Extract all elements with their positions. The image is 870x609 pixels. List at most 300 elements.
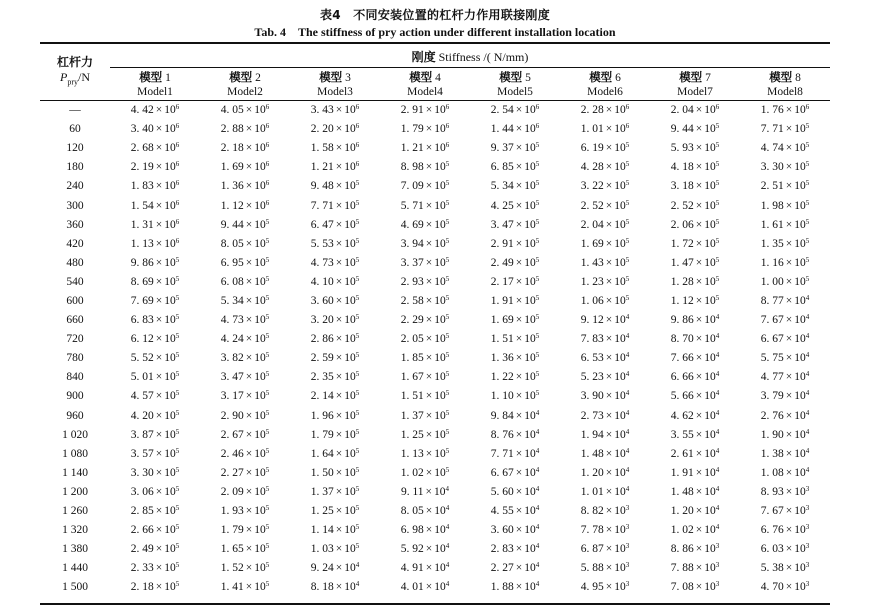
base: 10 <box>614 123 626 136</box>
times-sign: × <box>335 142 343 155</box>
times-sign: × <box>245 218 253 231</box>
table-row <box>40 407 830 426</box>
pry-subscript: pry <box>67 77 78 87</box>
pry-force-value: — <box>69 104 81 117</box>
exponent: 3 <box>625 523 630 532</box>
times-sign: × <box>605 543 613 556</box>
base: 10 <box>794 428 806 441</box>
pry-force-value: 960 <box>66 409 84 422</box>
times-sign: × <box>515 371 523 384</box>
stiffness-cell <box>740 311 830 330</box>
exponent: 6 <box>625 122 630 131</box>
mantissa: 1. 03 <box>310 543 334 556</box>
times-sign: × <box>785 390 793 403</box>
base: 10 <box>794 505 806 518</box>
mantissa: 7. 71 <box>760 123 784 136</box>
base: 10 <box>164 237 176 250</box>
stiffness-cell <box>290 196 380 215</box>
base: 10 <box>614 275 626 288</box>
times-sign: × <box>785 428 793 441</box>
mantissa: 9. 48 <box>310 180 334 193</box>
base: 10 <box>794 142 806 155</box>
base: 10 <box>794 314 806 327</box>
table-row <box>40 349 830 368</box>
stiffness-cell <box>110 502 200 521</box>
base: 10 <box>254 237 266 250</box>
stiffness-cell <box>650 330 740 349</box>
times-sign: × <box>155 562 163 575</box>
stiffness-cell <box>110 368 200 387</box>
mantissa: 1. 37 <box>400 409 424 422</box>
stiffness-cell <box>740 559 830 578</box>
mantissa: 5. 93 <box>670 142 694 155</box>
exponent: 5 <box>715 217 720 226</box>
stiffness-cell <box>110 216 200 235</box>
stiffness-cell <box>470 407 560 426</box>
times-sign: × <box>605 409 613 422</box>
stiffness-cell <box>650 559 740 578</box>
times-sign: × <box>425 294 433 307</box>
stiffness-cell <box>470 483 560 502</box>
exponent: 4 <box>625 427 630 436</box>
base: 10 <box>794 237 806 250</box>
mantissa: 4. 28 <box>580 161 604 174</box>
exponent: 6 <box>445 122 450 131</box>
exponent: 5 <box>355 351 360 360</box>
base: 10 <box>164 409 176 422</box>
exponent: 6 <box>355 122 360 131</box>
table-row <box>40 578 830 597</box>
stiffness-cell <box>470 502 560 521</box>
base: 10 <box>614 314 626 327</box>
model-number: 3 <box>345 71 351 84</box>
stiffness-cell <box>380 235 470 254</box>
stiffness-cell <box>200 177 290 196</box>
stiffness-cell <box>740 158 830 177</box>
base: 10 <box>614 333 626 346</box>
mantissa: 7. 78 <box>580 524 604 537</box>
pry-force-value: 600 <box>66 294 84 307</box>
stiffness-cell <box>110 196 200 215</box>
stiffness-cell <box>470 578 560 597</box>
stiffness-cell <box>110 407 200 426</box>
stiffness-cell <box>200 559 290 578</box>
stiffness-cell <box>290 139 380 158</box>
mantissa: 2. 27 <box>490 562 514 575</box>
base: 10 <box>254 428 266 441</box>
times-sign: × <box>605 180 613 193</box>
mantissa: 4. 70 <box>760 581 784 594</box>
table-row <box>40 177 830 196</box>
times-sign: × <box>785 562 793 575</box>
base: 10 <box>704 256 716 269</box>
pry-force-value: 300 <box>66 199 84 212</box>
stiffness-cell <box>290 101 380 121</box>
pry-force-value: 1 500 <box>62 581 88 594</box>
base: 10 <box>344 371 356 384</box>
mantissa: 2. 91 <box>490 237 514 250</box>
base: 10 <box>794 333 806 346</box>
base: 10 <box>524 562 536 575</box>
base: 10 <box>614 505 626 518</box>
mantissa: 7. 09 <box>400 180 424 193</box>
table-row <box>40 235 830 254</box>
mantissa: 1. 72 <box>670 237 694 250</box>
mantissa: 1. 91 <box>670 466 694 479</box>
stiffness-cell <box>290 273 380 292</box>
times-sign: × <box>245 180 253 193</box>
times-sign: × <box>335 104 343 117</box>
times-sign: × <box>605 314 613 327</box>
mantissa: 5. 52 <box>130 352 154 365</box>
times-sign: × <box>695 294 703 307</box>
base: 10 <box>344 466 356 479</box>
times-sign: × <box>335 123 343 136</box>
mantissa: 8. 18 <box>310 581 334 594</box>
times-sign: × <box>695 199 703 212</box>
times-sign: × <box>605 466 613 479</box>
times-sign: × <box>155 447 163 460</box>
stiffness-cell <box>290 445 380 464</box>
mantissa: 3. 40 <box>130 123 154 136</box>
base: 10 <box>794 352 806 365</box>
base: 10 <box>434 447 446 460</box>
mantissa: 2. 49 <box>130 543 154 556</box>
exponent: 5 <box>445 236 450 245</box>
stiffness-cell <box>290 292 380 311</box>
mantissa: 1. 79 <box>220 524 244 537</box>
stiffness-cell <box>380 216 470 235</box>
stiffness-cell <box>200 311 290 330</box>
exponent: 5 <box>175 504 180 513</box>
exponent: 4 <box>625 446 630 455</box>
times-sign: × <box>785 123 793 136</box>
stiffness-cell <box>560 330 650 349</box>
exponent: 5 <box>265 446 270 455</box>
base: 10 <box>434 104 446 117</box>
mantissa: 1. 20 <box>580 466 604 479</box>
table-row <box>40 120 830 139</box>
stiffness-cell <box>200 540 290 559</box>
mantissa: 1. 83 <box>130 180 154 193</box>
stiffness-cell <box>740 139 830 158</box>
model-number: 6 <box>615 71 621 84</box>
stiffness-cell <box>740 349 830 368</box>
stiffness-cell <box>200 445 290 464</box>
stiffness-cell <box>200 349 290 368</box>
exponent: 5 <box>265 274 270 283</box>
model-header-7 <box>650 68 740 101</box>
base: 10 <box>344 161 356 174</box>
exponent: 4 <box>535 465 540 474</box>
times-sign: × <box>425 352 433 365</box>
stiffness-cell <box>290 120 380 139</box>
exponent: 3 <box>625 580 630 589</box>
times-sign: × <box>605 485 613 498</box>
base: 10 <box>254 505 266 518</box>
exponent: 5 <box>715 274 720 283</box>
base: 10 <box>794 275 806 288</box>
times-sign: × <box>605 333 613 346</box>
base: 10 <box>164 314 176 327</box>
stiffness-cell <box>110 139 200 158</box>
model-label-cn: 模型 <box>679 69 703 84</box>
times-sign: × <box>335 294 343 307</box>
times-sign: × <box>785 104 793 117</box>
exponent: 5 <box>535 255 540 264</box>
stiffness-cell <box>650 368 740 387</box>
base: 10 <box>164 294 176 307</box>
stiffness-cell <box>380 101 470 121</box>
pry-force-value: 540 <box>66 275 84 288</box>
times-sign: × <box>335 161 343 174</box>
mantissa: 2. 29 <box>400 314 424 327</box>
stiffness-cell <box>740 101 830 121</box>
mantissa: 2. 33 <box>130 562 154 575</box>
stiffness-cell <box>290 158 380 177</box>
stiffness-cell <box>380 387 470 406</box>
times-sign: × <box>785 180 793 193</box>
times-sign: × <box>605 275 613 288</box>
base: 10 <box>524 123 536 136</box>
exponent: 5 <box>355 389 360 398</box>
stiffness-cell <box>470 540 560 559</box>
base: 10 <box>164 218 176 231</box>
times-sign: × <box>155 199 163 212</box>
times-sign: × <box>785 543 793 556</box>
times-sign: × <box>515 485 523 498</box>
pry-force-value: 1 440 <box>62 562 88 575</box>
times-sign: × <box>785 275 793 288</box>
mantissa: 1. 94 <box>580 428 604 441</box>
times-sign: × <box>695 562 703 575</box>
times-sign: × <box>425 409 433 422</box>
table-row <box>40 426 830 445</box>
times-sign: × <box>335 371 343 384</box>
stiffness-cell <box>380 540 470 559</box>
mantissa: 6. 08 <box>220 275 244 288</box>
mantissa: 5. 23 <box>580 371 604 384</box>
stiffness-cell <box>560 483 650 502</box>
base: 10 <box>794 371 806 384</box>
model-label-en: Model3 <box>317 85 353 98</box>
base: 10 <box>344 142 356 155</box>
stiffness-cell <box>380 426 470 445</box>
stiffness-cell <box>290 521 380 540</box>
times-sign: × <box>155 104 163 117</box>
exponent: 4 <box>355 580 360 589</box>
stiffness-cell <box>200 483 290 502</box>
mantissa: 2. 09 <box>220 485 244 498</box>
base: 10 <box>794 199 806 212</box>
table-row <box>40 273 830 292</box>
mantissa: 1. 48 <box>580 447 604 460</box>
base: 10 <box>704 237 716 250</box>
times-sign: × <box>425 390 433 403</box>
base: 10 <box>344 237 356 250</box>
base: 10 <box>434 123 446 136</box>
times-sign: × <box>605 256 613 269</box>
base: 10 <box>344 562 356 575</box>
exponent: 5 <box>445 370 450 379</box>
base: 10 <box>434 466 446 479</box>
table-caption-cn: 表4 不同安装位置的杠杆力作用联接刚度 <box>319 8 551 22</box>
mantissa: 3. 06 <box>130 485 154 498</box>
base: 10 <box>614 466 626 479</box>
stiffness-cell <box>380 368 470 387</box>
base: 10 <box>434 428 446 441</box>
stiffness-cell <box>200 407 290 426</box>
exponent: 4 <box>535 523 540 532</box>
times-sign: × <box>605 104 613 117</box>
exponent: 5 <box>265 542 270 551</box>
stiffness-cell <box>200 578 290 597</box>
base: 10 <box>434 180 446 193</box>
base: 10 <box>164 543 176 556</box>
stiffness-cell <box>110 483 200 502</box>
base: 10 <box>704 390 716 403</box>
base: 10 <box>794 543 806 556</box>
stiffness-cell <box>470 139 560 158</box>
base: 10 <box>434 505 446 518</box>
mantissa: 6. 83 <box>130 314 154 327</box>
times-sign: × <box>785 161 793 174</box>
stiffness-cell <box>650 196 740 215</box>
exponent: 5 <box>265 504 270 513</box>
mantissa: 3. 90 <box>580 390 604 403</box>
times-sign: × <box>785 447 793 460</box>
stiffness-cell <box>560 311 650 330</box>
base: 10 <box>704 371 716 384</box>
mantissa: 6. 53 <box>580 352 604 365</box>
pry-force-value: 420 <box>66 237 84 250</box>
mantissa: 2. 28 <box>580 104 604 117</box>
mantissa: 1. 02 <box>400 466 424 479</box>
stiffness-cell <box>560 559 650 578</box>
exponent: 4 <box>805 427 810 436</box>
pry-force-value: 1 080 <box>62 447 88 460</box>
stiffness-cell <box>650 120 740 139</box>
times-sign: × <box>335 333 343 346</box>
stiffness-cell <box>560 540 650 559</box>
mantissa: 1. 43 <box>580 256 604 269</box>
exponent: 4 <box>715 465 720 474</box>
exponent: 5 <box>715 160 720 169</box>
stiffness-cell <box>380 177 470 196</box>
exponent: 4 <box>445 561 450 570</box>
base: 10 <box>434 294 446 307</box>
exponent: 5 <box>445 217 450 226</box>
times-sign: × <box>155 524 163 537</box>
exponent: 5 <box>175 542 180 551</box>
stiffness-cell <box>110 311 200 330</box>
base: 10 <box>524 218 536 231</box>
exponent: 4 <box>805 293 810 302</box>
times-sign: × <box>245 199 253 212</box>
base: 10 <box>254 352 266 365</box>
stiffness-cell <box>470 101 560 121</box>
stiffness-cell <box>110 521 200 540</box>
mantissa: 1. 13 <box>400 447 424 460</box>
times-sign: × <box>785 218 793 231</box>
times-sign: × <box>695 314 703 327</box>
stiffness-cell <box>380 521 470 540</box>
times-sign: × <box>425 447 433 460</box>
times-sign: × <box>425 123 433 136</box>
stiffness-cell <box>200 254 290 273</box>
times-sign: × <box>155 466 163 479</box>
mantissa: 1. 20 <box>670 505 694 518</box>
mantissa: 1. 98 <box>760 199 784 212</box>
times-sign: × <box>245 543 253 556</box>
base: 10 <box>344 104 356 117</box>
stiffness-cell <box>200 120 290 139</box>
times-sign: × <box>785 237 793 250</box>
exponent: 4 <box>715 484 720 493</box>
times-sign: × <box>515 390 523 403</box>
table-row <box>40 216 830 235</box>
stiffness-cell <box>560 216 650 235</box>
exponent: 5 <box>355 427 360 436</box>
table-row <box>40 445 830 464</box>
mantissa: 3. 22 <box>580 180 604 193</box>
times-sign: × <box>695 161 703 174</box>
model-number: 5 <box>525 71 531 84</box>
mantissa: 1. 16 <box>760 256 784 269</box>
mantissa: 1. 25 <box>310 505 334 518</box>
model-label-en: Model1 <box>137 85 173 98</box>
table-caption-en: Tab. 4 The stiffness of pry action under different installation location <box>254 25 616 39</box>
exponent: 5 <box>175 274 180 283</box>
pry-force-value: 660 <box>66 314 84 327</box>
times-sign: × <box>515 505 523 518</box>
base: 10 <box>614 485 626 498</box>
base: 10 <box>524 447 536 460</box>
mantissa: 4. 18 <box>670 161 694 174</box>
base: 10 <box>794 581 806 594</box>
stiffness-cell <box>110 158 200 177</box>
mantissa: 1. 58 <box>310 142 334 155</box>
times-sign: × <box>425 562 433 575</box>
exponent: 5 <box>175 313 180 322</box>
times-sign: × <box>515 428 523 441</box>
exponent: 4 <box>715 504 720 513</box>
exponent: 5 <box>265 217 270 226</box>
mantissa: 1. 13 <box>130 237 154 250</box>
base: 10 <box>164 485 176 498</box>
mantissa: 1. 10 <box>490 390 514 403</box>
top-rule <box>40 42 830 44</box>
times-sign: × <box>695 142 703 155</box>
exponent: 5 <box>535 236 540 245</box>
exponent: 5 <box>265 408 270 417</box>
stiffness-cell <box>470 158 560 177</box>
times-sign: × <box>425 180 433 193</box>
times-sign: × <box>785 466 793 479</box>
times-sign: × <box>335 562 343 575</box>
exponent: 5 <box>715 236 720 245</box>
times-sign: × <box>605 562 613 575</box>
base: 10 <box>614 352 626 365</box>
times-sign: × <box>335 428 343 441</box>
base: 10 <box>164 390 176 403</box>
stiffness-cell <box>380 407 470 426</box>
times-sign: × <box>515 352 523 365</box>
times-sign: × <box>245 485 253 498</box>
times-sign: × <box>425 505 433 518</box>
times-sign: × <box>245 447 253 460</box>
mantissa: 4. 95 <box>580 581 604 594</box>
